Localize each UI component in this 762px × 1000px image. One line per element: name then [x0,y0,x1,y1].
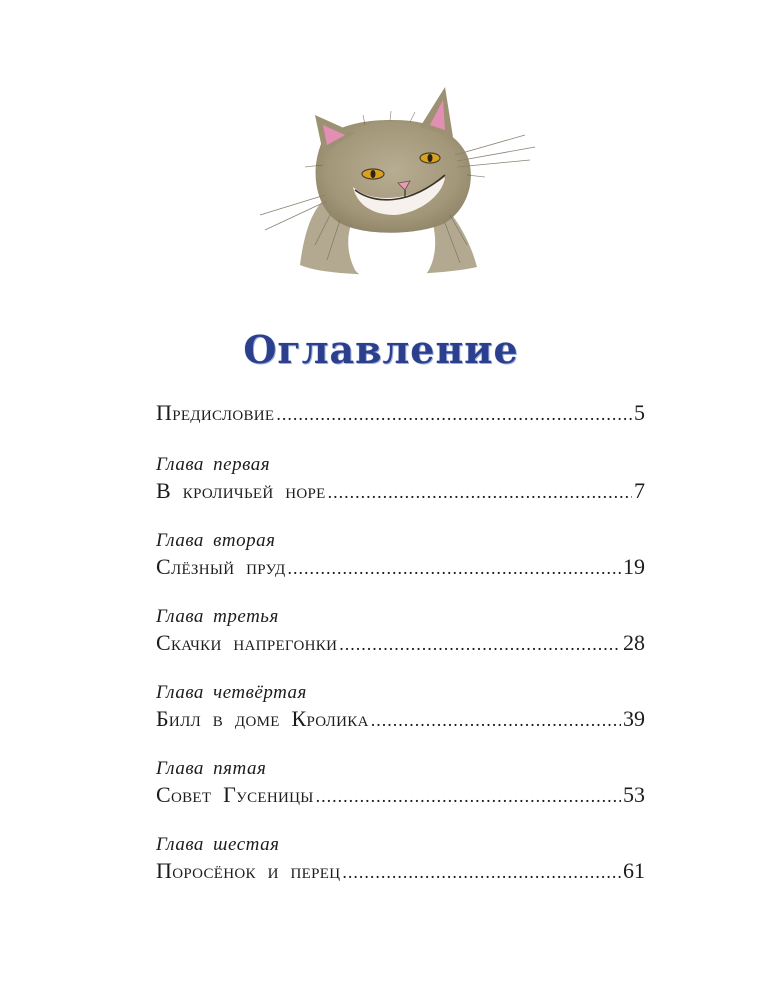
toc-entry-chapter-2[interactable] [156,530,645,582]
chapter-label: Глава шестая [156,834,280,855]
toc-entry-name: Билл в доме Кролика [156,706,369,731]
toc-entry-name: Совет Гусеницы [156,782,314,807]
toc-page-number: 7 [634,478,645,503]
dot-leader [328,477,632,507]
toc-entry-name: Поросёнок и перец [156,858,341,883]
chapter-label: Глава вторая [156,530,276,551]
toc-entry-chapter-3[interactable] [156,606,645,658]
toc-entry-chapter-6[interactable] [156,834,645,886]
toc-page-number: 28 [623,630,645,655]
dot-leader [288,553,621,583]
dot-leader [276,399,632,429]
toc-entry-name: Слёзный пруд [156,554,286,579]
toc-line [156,704,645,734]
chapter-label: Глава четвёртая [156,682,307,703]
cat-drawing-icon [205,75,555,290]
toc-line [156,398,645,428]
toc-entry-chapter-4[interactable] [156,682,645,734]
toc-entry-name: В кроличьей норе [156,478,326,503]
cheshire-cat-illustration [205,75,555,290]
toc-line [156,628,645,658]
toc-entry-chapter-5[interactable] [156,758,645,810]
dot-leader [342,857,621,887]
toc-line [156,780,645,810]
chapter-label: Глава первая [156,454,271,475]
chapter-label: Глава пятая [156,758,267,779]
toc-line [156,552,645,582]
toc-page-number: 19 [623,554,645,579]
page-title: Оглавление [243,327,519,372]
chapter-label: Глава третья [156,606,279,627]
dot-leader [339,629,621,659]
dot-leader [316,781,621,811]
toc-entry-preface[interactable] [156,398,645,428]
toc-page-number: 5 [634,400,645,425]
toc-entry-name: Предисловие [156,400,275,425]
dot-leader [371,705,621,735]
toc-page-number: 39 [623,706,645,731]
toc-entry-chapter-1[interactable] [156,454,645,506]
toc-page-number: 53 [623,782,645,807]
toc-entry-name: Скачки напрегонки [156,630,338,655]
toc-line [156,856,645,886]
toc-line [156,476,645,506]
toc-page-number: 61 [623,858,645,883]
